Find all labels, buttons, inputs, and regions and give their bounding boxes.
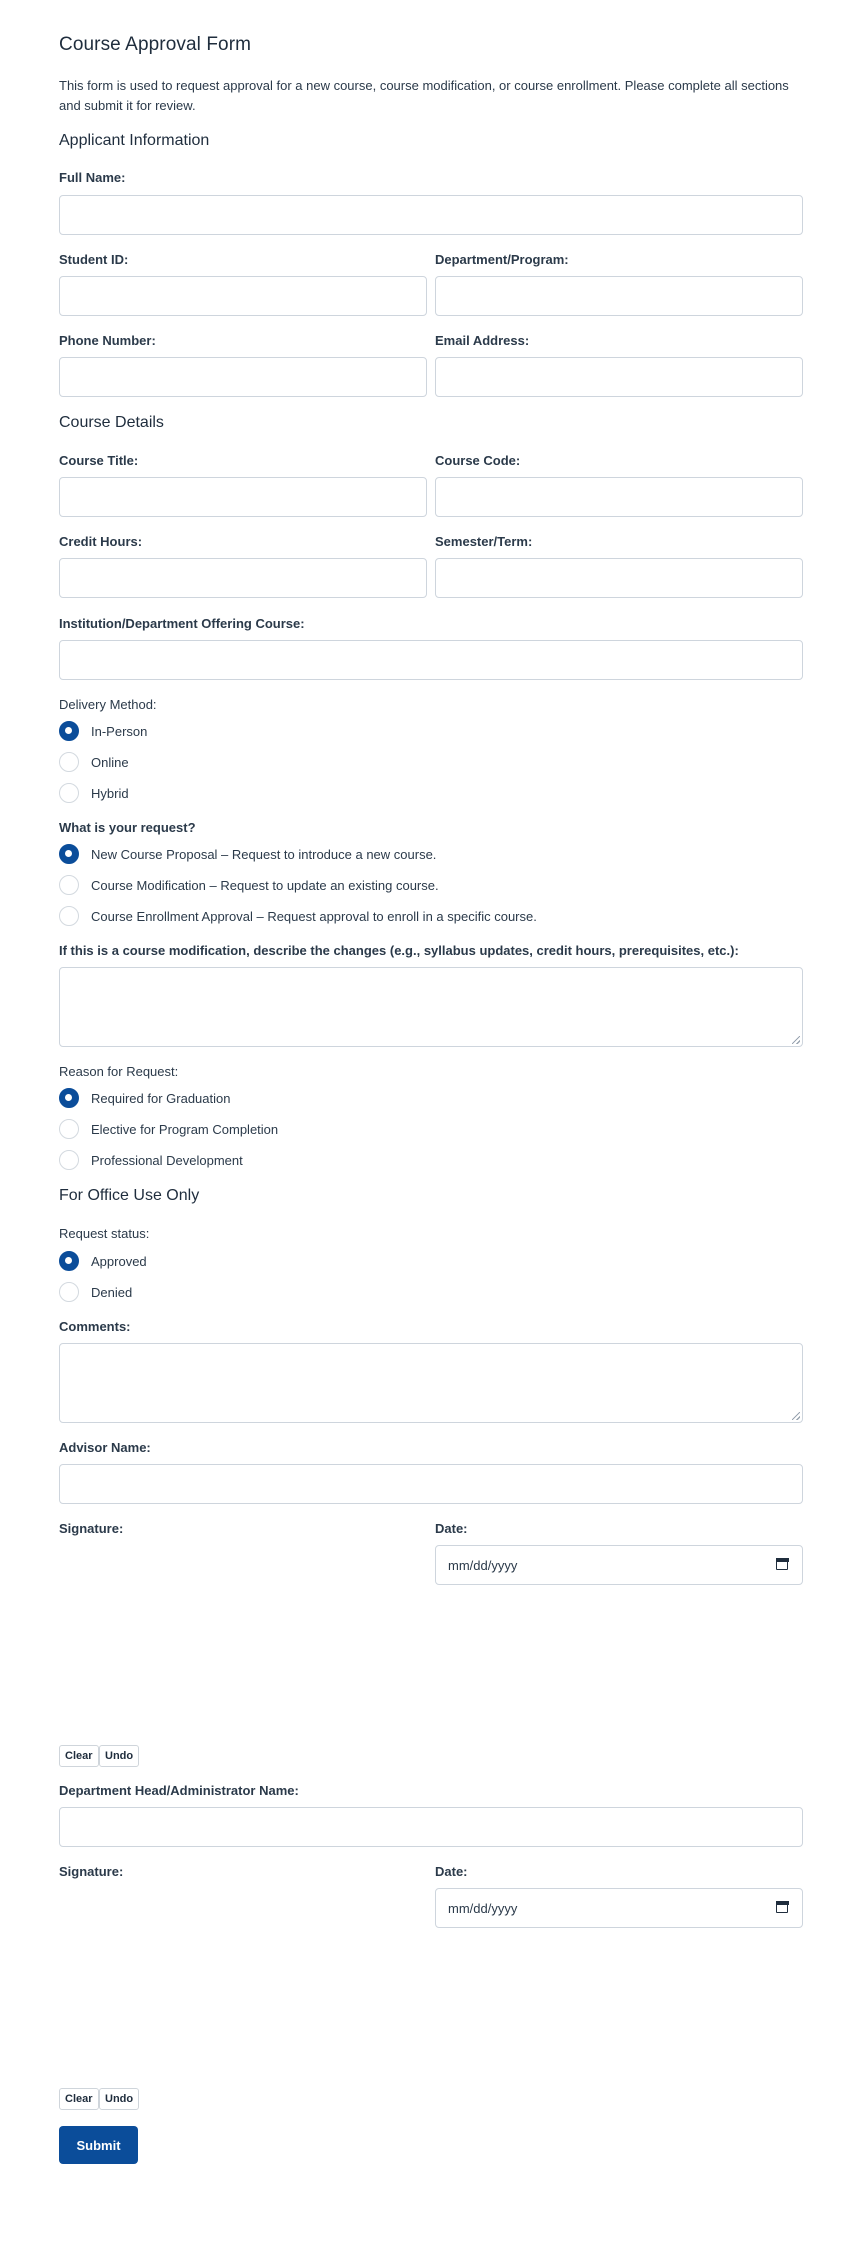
email-input[interactable] [435, 357, 803, 397]
status-option-approved[interactable] [59, 1251, 147, 1271]
radio-button[interactable] [59, 1150, 79, 1170]
request-option-modification[interactable] [59, 875, 439, 895]
student-id-input[interactable] [59, 276, 427, 316]
delivery-method-label: Delivery Method: [59, 697, 157, 712]
status-option-denied[interactable] [59, 1282, 132, 1302]
radio-button[interactable] [59, 875, 79, 895]
delivery-option-in-person[interactable] [59, 721, 147, 741]
modification-description-label: If this is a course modification, describe the changes (e.g., syllabus updates, credit hours, prerequisites, etc.): [59, 943, 739, 958]
radio-button-selected[interactable] [59, 844, 79, 864]
credit-hours-label: Credit Hours: [59, 534, 143, 549]
resize-handle-icon[interactable] [792, 1412, 800, 1420]
modification-description-textarea[interactable] [59, 967, 803, 1047]
course-code-input[interactable] [435, 477, 803, 517]
section-applicant-heading: Applicant Information [59, 132, 210, 149]
reason-option-graduation[interactable] [59, 1088, 230, 1108]
radio-label: Denied [91, 1284, 133, 1300]
radio-label: Required for Graduation [91, 1090, 231, 1106]
full-name-input[interactable] [59, 195, 803, 235]
radio-label: Approved [91, 1253, 147, 1269]
section-office-heading: For Office Use Only [59, 1187, 200, 1204]
radio-label: Hybrid [91, 785, 129, 801]
radio-label: Elective for Program Completion [91, 1121, 279, 1137]
email-label: Email Address: [435, 333, 530, 348]
head-signature-clear-button[interactable]: Clear [59, 2088, 99, 2110]
reason-option-elective[interactable] [59, 1119, 278, 1139]
department-label: Department/Program: [435, 252, 569, 267]
advisor-date-input[interactable] [435, 1545, 803, 1585]
advisor-signature-undo-button[interactable]: Undo [99, 1745, 139, 1767]
form-description: This form is used to request approval for a new course, course modification, or course enrollment. Please complete all sections and submit it for review. [59, 78, 789, 113]
radio-label: New Course Proposal – Request to introduce a new course. [91, 846, 437, 862]
delivery-option-hybrid[interactable] [59, 783, 129, 803]
semester-input[interactable] [435, 558, 803, 598]
student-id-label: Student ID: [59, 252, 129, 267]
advisor-signature-pad[interactable] [59, 1594, 803, 1734]
phone-input[interactable] [59, 357, 427, 397]
section-course-heading: Course Details [59, 414, 164, 431]
head-signature-label: Signature: [59, 1864, 124, 1879]
comments-label: Comments: [59, 1319, 131, 1334]
radio-label: Course Modification – Request to update an existing course. [91, 877, 439, 893]
head-signature-pad[interactable] [59, 1937, 803, 2077]
radio-button-selected[interactable] [59, 1088, 79, 1108]
comments-textarea[interactable] [59, 1343, 803, 1423]
radio-button[interactable] [59, 783, 79, 803]
resize-handle-icon[interactable] [792, 1036, 800, 1044]
request-option-new-course[interactable] [59, 844, 436, 864]
course-title-input[interactable] [59, 477, 427, 517]
request-option-enrollment[interactable] [59, 906, 537, 926]
course-title-label: Course Title: [59, 453, 139, 468]
advisor-date-label: Date: [435, 1521, 468, 1536]
radio-label: Professional Development [91, 1152, 243, 1168]
radio-button-selected[interactable] [59, 721, 79, 741]
radio-button[interactable] [59, 1282, 79, 1302]
calendar-icon[interactable] [776, 1901, 788, 1913]
radio-label: In-Person [91, 723, 148, 739]
radio-button[interactable] [59, 906, 79, 926]
head-date-input[interactable] [435, 1888, 803, 1928]
institution-input[interactable] [59, 640, 803, 680]
credit-hours-input[interactable] [59, 558, 427, 598]
calendar-icon[interactable] [776, 1558, 788, 1570]
full-name-label: Full Name: [59, 170, 126, 185]
course-code-label: Course Code: [435, 453, 521, 468]
radio-label: Online [91, 754, 129, 770]
advisor-name-label: Advisor Name: [59, 1440, 151, 1455]
department-head-name-input[interactable] [59, 1807, 803, 1847]
advisor-name-input[interactable] [59, 1464, 803, 1504]
radio-button-selected[interactable] [59, 1251, 79, 1271]
semester-label: Semester/Term: [435, 534, 533, 549]
page-title: Course Approval Form [59, 34, 252, 55]
head-date-label: Date: [435, 1864, 468, 1879]
advisor-signature-label: Signature: [59, 1521, 124, 1536]
head-signature-undo-button[interactable]: Undo [99, 2088, 139, 2110]
radio-button[interactable] [59, 1119, 79, 1139]
request-type-label: What is your request? [59, 820, 196, 835]
radio-label: Course Enrollment Approval – Request approval to enroll in a specific course. [91, 908, 537, 924]
submit-button[interactable]: Submit [59, 2126, 138, 2164]
phone-label: Phone Number: [59, 333, 156, 348]
radio-button[interactable] [59, 752, 79, 772]
department-head-name-label: Department Head/Administrator Name: [59, 1783, 299, 1798]
date-placeholder: mm/dd/yyyy [448, 1558, 518, 1573]
advisor-signature-clear-button[interactable]: Clear [59, 1745, 99, 1767]
delivery-option-online[interactable] [59, 752, 129, 772]
department-input[interactable] [435, 276, 803, 316]
institution-label: Institution/Department Offering Course: [59, 616, 305, 631]
date-placeholder: mm/dd/yyyy [448, 1901, 518, 1916]
reason-label: Reason for Request: [59, 1064, 179, 1079]
request-status-label: Request status: [59, 1226, 150, 1241]
reason-option-professional[interactable] [59, 1150, 243, 1170]
